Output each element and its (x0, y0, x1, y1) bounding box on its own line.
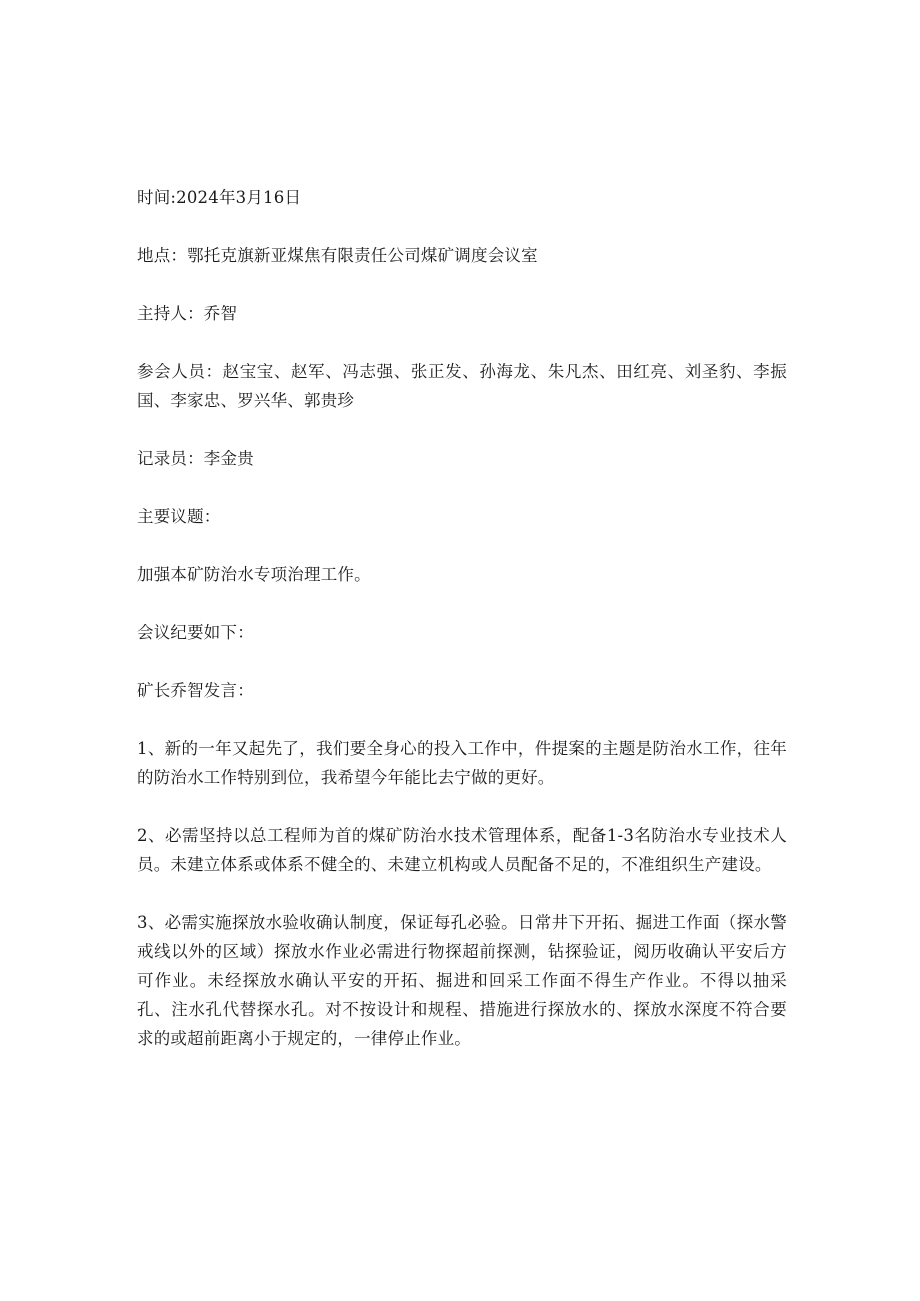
meeting-host: 主持人：乔智 (137, 304, 238, 323)
minutes-heading: 会议纪要如下： (137, 623, 254, 642)
speaker-heading: 矿长乔智发言： (137, 681, 254, 700)
point-item: 3、必需实施探放水验收确认制度，保证每孔必验。日常井下开拓、掘进工作面（探水警戒线以外的区域）探放水作业必需进行物探超前探测，钻探验证，阅历收确认平安后方可作业。未经探放水确认平安的开拓、掘进和回采工作面不得生产作业。不得以抽采孔、注水孔代替探水孔。对不按设计和规程、措施进行探放水的、探放水深度不符合要求的或超前距离小于规定的，一律停止作业。 (137, 913, 787, 1048)
main-topic: 加强本矿防治水专项治理工作。 (137, 565, 371, 584)
meeting-minutes-body (137, 183, 787, 1082)
meeting-recorder: 记录员：李金贵 (137, 449, 254, 468)
meeting-time: 时间:2024年3月16日 (137, 188, 302, 207)
point-item: 2、必需坚持以总工程师为首的煤矿防治水技术管理体系，配备1-3名防治水专业技术人员。未建立体系或体系不健全的、未建立机构或人员配备不足的，不准组织生产建设。 (137, 826, 787, 874)
meeting-attendees: 参会人员：赵宝宝、赵军、冯志强、张正发、孙海龙、朱凡杰、田红亮、刘圣豹、李振国、李家忠、罗兴华、郭贵珍 (137, 362, 787, 410)
main-topic-heading: 主要议题： (137, 507, 221, 526)
point-item: 1、新的一年又起先了，我们要全身心的投入工作中，件提案的主题是防治水工作，往年的防治水工作特别到位，我希望今年能比去宁做的更好。 (137, 739, 787, 787)
meeting-location: 地点：鄂托克旗新亚煤焦有限责任公司煤矿调度会议室 (137, 246, 538, 265)
